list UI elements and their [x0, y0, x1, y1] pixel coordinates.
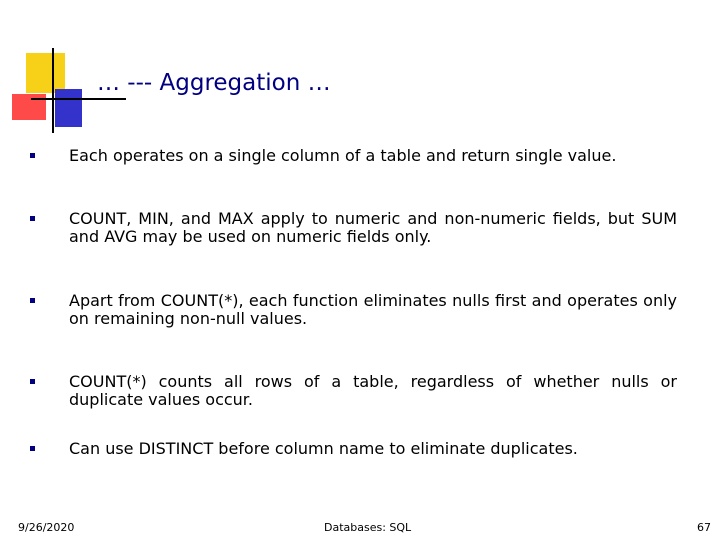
bullet-square-icon: [30, 298, 35, 303]
bullet-text: Can use DISTINCT before column name to eliminate duplicates.: [69, 439, 578, 458]
bullet-text: COUNT(*) counts all rows of a table, regardless of whether nulls or duplicate values occur.: [69, 372, 677, 409]
footer-page-number: 67: [697, 521, 711, 534]
bullet-square-icon: [30, 446, 35, 451]
bullet-square-icon: [30, 153, 35, 158]
bullet-text: COUNT, MIN, and MAX apply to numeric and non-numeric fields, but SUM and AVG may be used on numeric fields only.: [69, 209, 677, 246]
decor-horizontal-line: [31, 98, 126, 100]
bullet-square-icon: [30, 379, 35, 384]
decor-blue-square: [55, 89, 82, 127]
bullet-square-icon: [30, 216, 35, 221]
footer-date: 9/26/2020: [18, 521, 75, 534]
bullet-text: Each operates on a single column of a table and return single value.: [69, 146, 617, 165]
slide-title: … --- Aggregation …: [97, 70, 331, 96]
bullet-text: Apart from COUNT(*), each function eliminates nulls first and operates only on remaining non-null values.: [69, 291, 677, 328]
decor-yellow-square: [26, 53, 65, 93]
decor-vertical-line: [52, 48, 54, 133]
footer-course-label: Databases: SQL: [324, 521, 412, 534]
